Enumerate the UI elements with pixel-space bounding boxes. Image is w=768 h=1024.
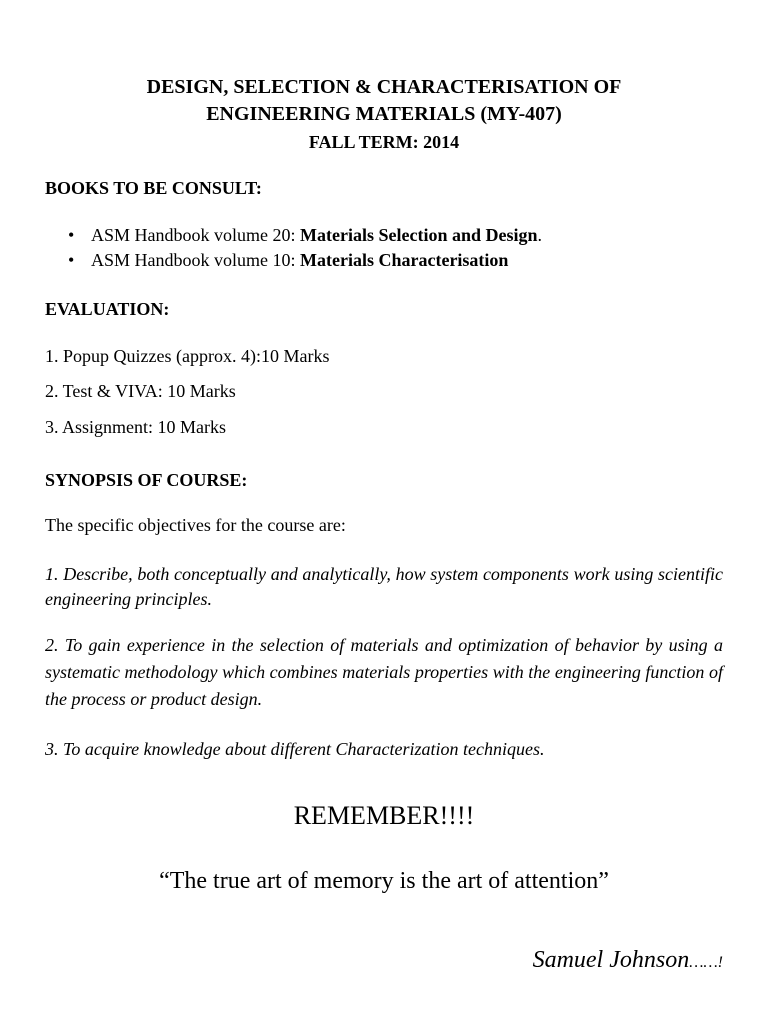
bullet-icon: •: [68, 225, 75, 245]
synopsis-intro: The specific objectives for the course are:: [45, 515, 346, 535]
book-prefix: ASM Handbook volume 10:: [91, 250, 300, 270]
course-title-line-2: ENGINEERING MATERIALS (MY-407): [206, 103, 562, 125]
evaluation-heading: EVALUATION:: [45, 299, 170, 319]
objective-item: 3. To acquire knowledge about different Characterization techniques.: [45, 739, 545, 759]
synopsis-heading: SYNOPSIS OF COURSE:: [45, 470, 248, 490]
objective-item: 2. To gain experience in the selection of materials and optimization of behavior by using a systematic methodology which combines materials properties with the engineering function of the process or product design.: [45, 635, 723, 709]
author-suffix: ……!: [689, 954, 723, 971]
course-title-line-1: DESIGN, SELECTION & CHARACTERISATION OF: [146, 76, 622, 98]
evaluation-item: 1. Popup Quizzes (approx. 4):10 Marks: [45, 346, 330, 366]
objective-item: 1. Describe, both conceptually and analytically, how system components work using scientific engineering principles.: [45, 564, 723, 609]
book-title: Materials Characterisation: [300, 250, 509, 270]
books-heading: BOOKS TO BE CONSULT:: [45, 178, 262, 198]
quote-text: “The true art of memory is the art of attention”: [159, 868, 609, 894]
author-name: Samuel Johnson: [532, 947, 690, 973]
book-suffix: .: [537, 225, 542, 245]
remember-heading: REMEMBER!!!!: [293, 801, 475, 830]
evaluation-item: 2. Test & VIVA: 10 Marks: [45, 381, 236, 401]
fall-term: FALL TERM: 2014: [308, 132, 460, 152]
quote-author: [533, 945, 723, 978]
book-prefix: ASM Handbook volume 20:: [91, 225, 300, 245]
bullet-icon: •: [68, 250, 75, 270]
book-title: Materials Selection and Design: [300, 225, 538, 245]
evaluation-item: 3. Assignment: 10 Marks: [45, 417, 227, 437]
